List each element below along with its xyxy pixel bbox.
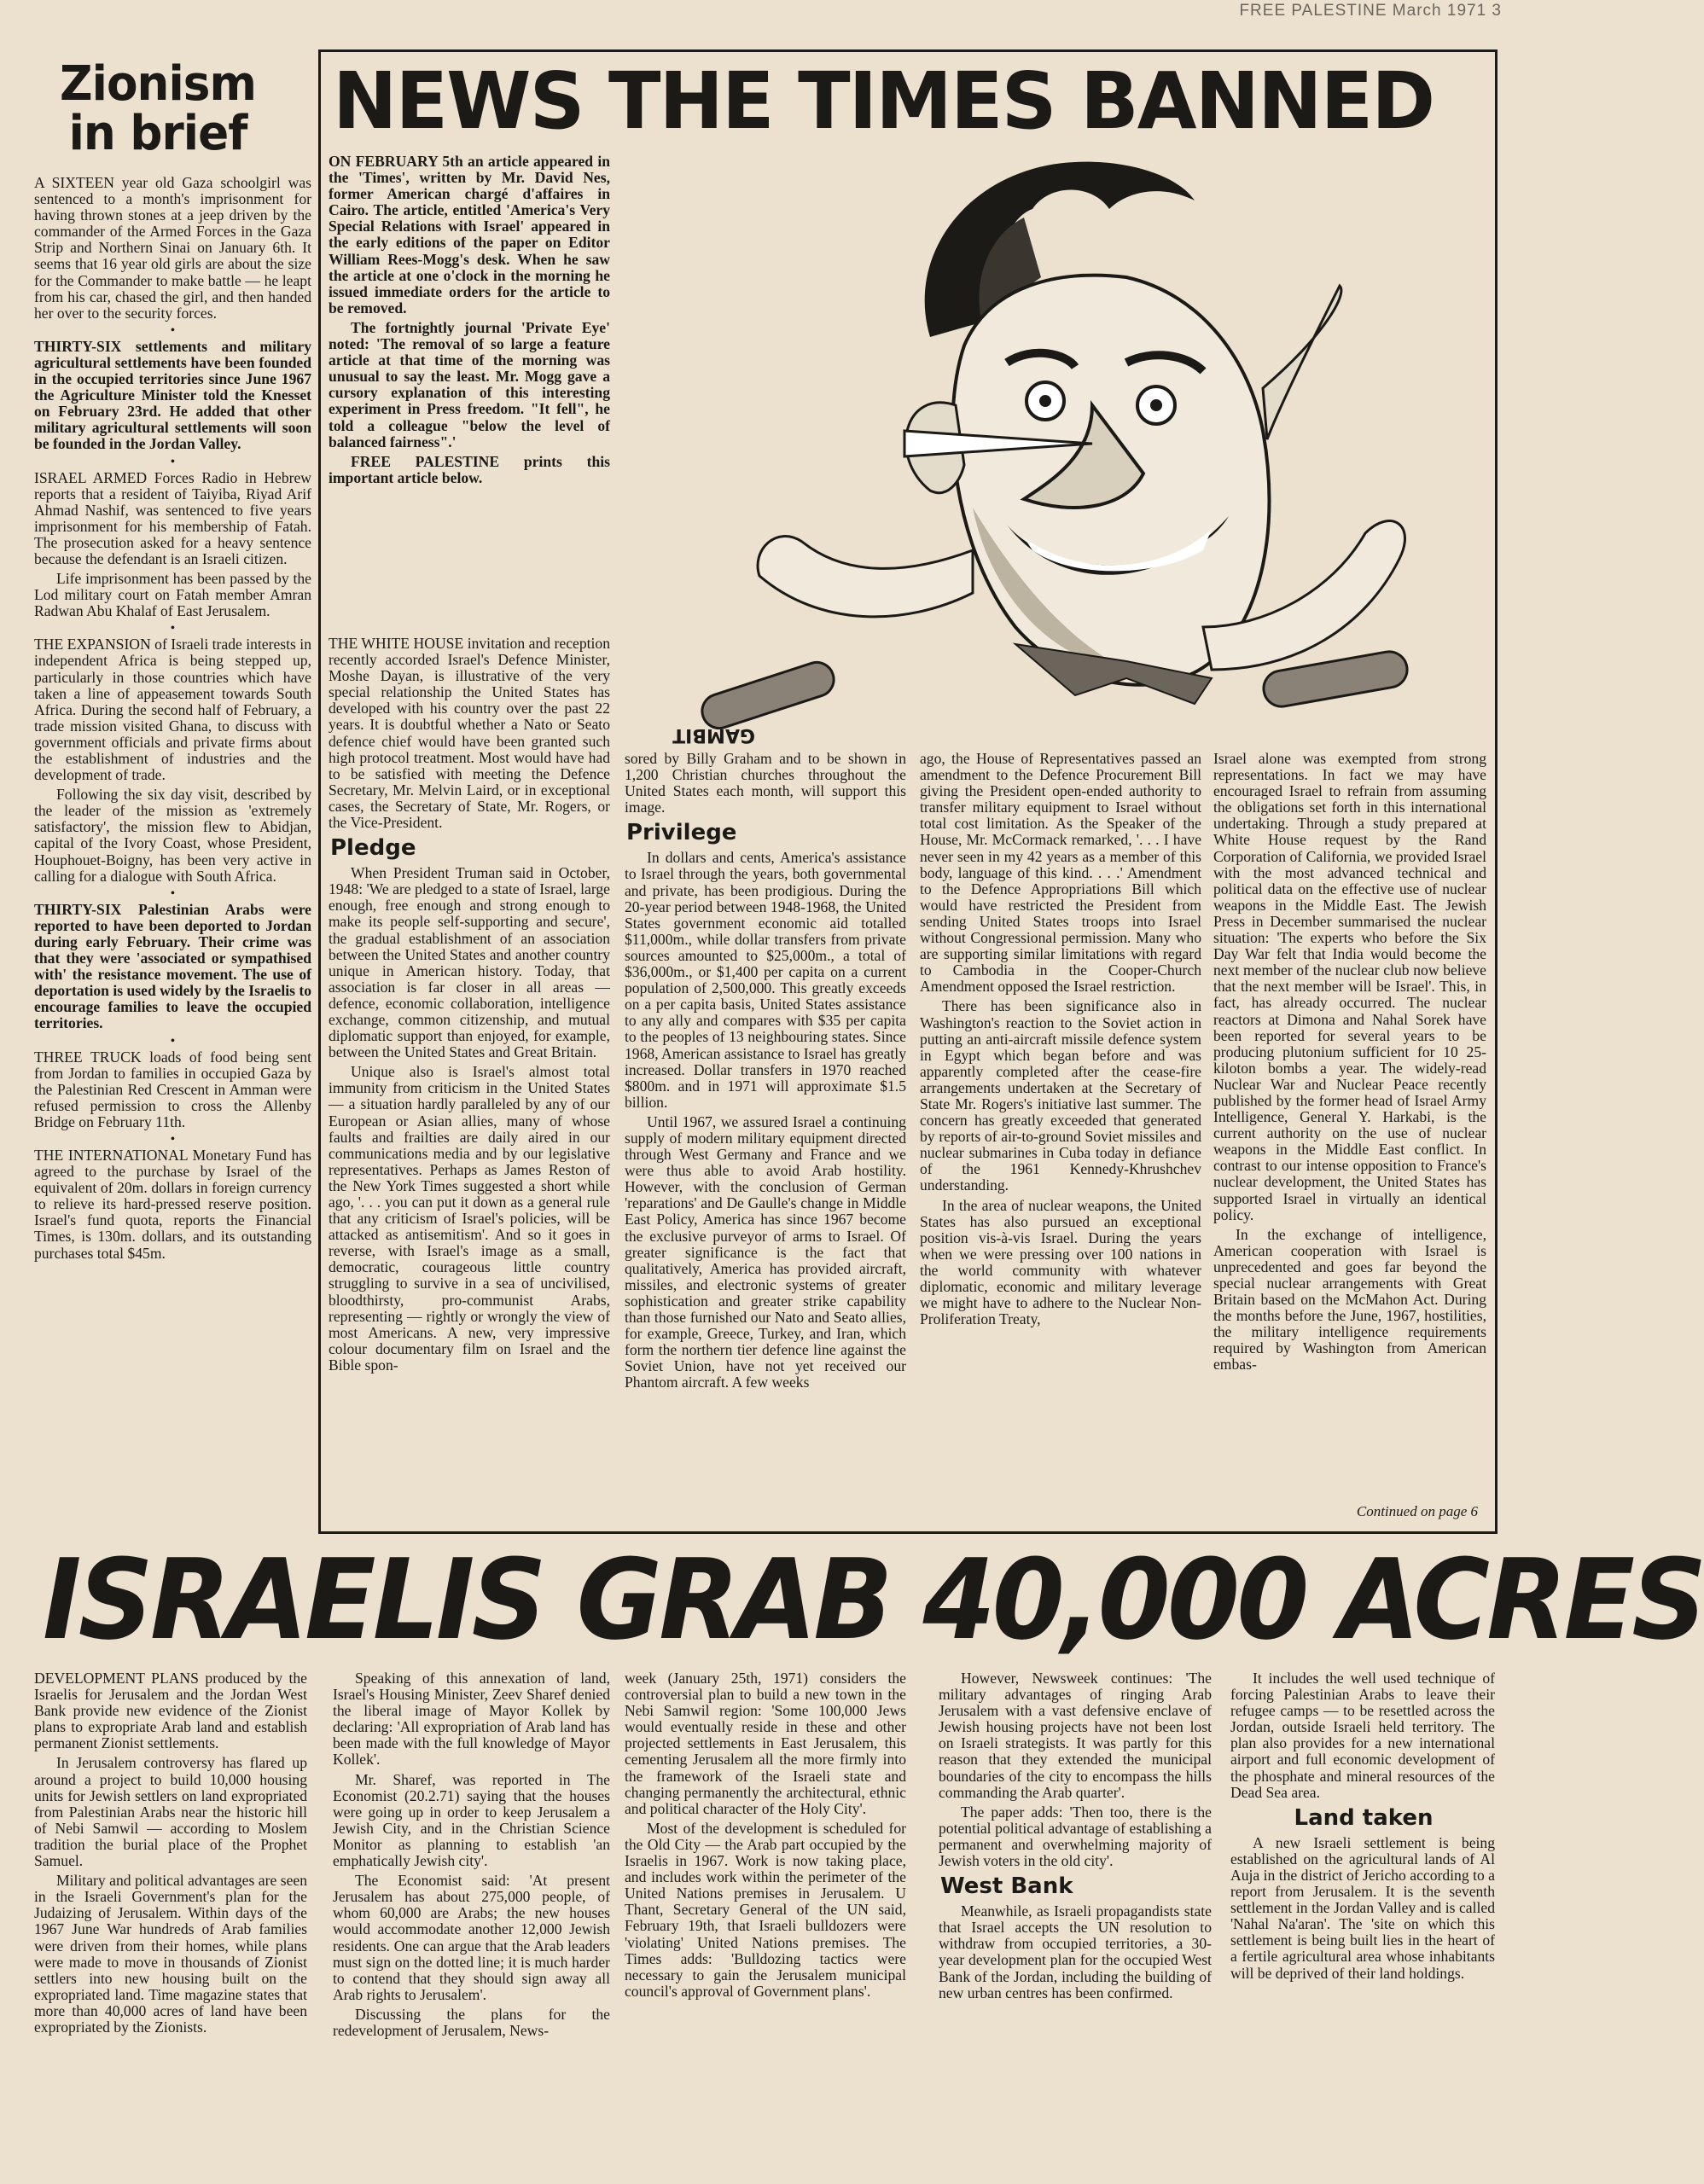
sidebar-item: ISRAEL ARMED Forces Radio in Hebrew reports that a resident of Taiyiba, Riyad Arif Ahmad Nashif, was sentenced to five years imprisonment for his membership of Fatah. The prosecution asked for a heavy sentence because the defendant is an Israeli citizen. <box>34 468 311 567</box>
article-paragraph: Until 1967, we assured Israel a continuing supply of modern military equipment directed through West Germany and France and we were thus able to avoid Arab hostility. However, with the conclusion of German 'reparations' and De Gaulle's change in Middle East Policy, America has since 1967 become the exclusive purveyor of arms to Israel. Of greater significance is the fact that qualitatively, America has provided aircraft, missiles, and electronic systems of greater sophistication and greater strike capability than those furnished our Nato and Seato allies, for example, Greece, Turkey, and Iran, which form the northern tier defence line against the Soviet Union, have not yet received our Phantom aircraft. A few weeks <box>625 1112 906 1391</box>
article-paragraph: There has been significance also in Washington's reaction to the Soviet action in putting an anti-aircraft missile defence system in Egypt which began before and was apparently completed after the cease-fire arrangements undertaken at the Secretary of State Mr. Rogers's initiative last summer. The concern has greatly exceeded that generated by reports of air-to-ground Soviet missiles and nuclear submarines in Cuba today in defiance of the 1961 Kennedy-Khrushchev understanding. <box>920 997 1201 1194</box>
sidebar-item: Following the six day visit, described by the leader of the mission as 'extremely satisfactory', the mission flew to Abidjan, capital of the Ivory Coast, whose President, Houphouet-Boigny, has been very active in calling for a dialogue with South Africa. <box>34 786 311 885</box>
article-paragraph: In Jerusalem controversy has flared up around a project to build 10,000 housing units for Jewish settlers on land expropriated from Palestinian Arabs near the historic hill of Nebi Samwil — according to Moslem tradition the burial place of the Prophet Samuel. <box>34 1754 307 1870</box>
acres-article-headline: ISRAELIS GRAB 40,000 ACRES <box>43 1535 1704 1664</box>
cartoon-signature: GAMBIT <box>672 724 755 746</box>
article-paragraph: Israel alone was exempted from strong representations. In fact we may have encouraged Israel to refrain from assuming the obligations set forth in this international undertaking. Through a study prepared at White House request by the Rand Corporation of California, we provided Israel with the most advanced technical and political data on the effective use of nuclear weapons in the Middle East. The Jewish Press in December summarised the nuclear situation: 'The experts who before the Six Day War felt that India would become the next member of the nuclear club now believe that the next member will be Israel'. This, in fact, has already occurred. The nuclear reactors at Dimona and Nahal Sorek have been reported for several years to be producing plutonium sufficient for 10 25-kiloton bombs a year. The widely-read Nuclear War and Nuclear Peace recently published by the former head of Israel Army Intelligence, General Y. Harkabi, is the current authority on the use of nuclear weapons in the Middle East conflict. In contrast to our intense opposition to France's nuclear development, the United States has supported Israel in virtually an identical policy. <box>1213 750 1486 1223</box>
times-article-headline: NEWS THE TIMES BANNED <box>333 55 1434 147</box>
article-paragraph: In the exchange of intelligence, American cooperation with Israel is unprecedented and goes far beyond the special nuclear arrangements with Great Britain based on the McMahon Act. During the months before the June, 1967, hostilities, the military intelligence requirements required by Washington from American embas- <box>1213 1225 1486 1374</box>
article-paragraph: When President Truman said in October, 1948: 'We are pledged to a state of Israel, large enough, free enough and strong enough to make its people self-supporting and secure', the gradual establishment of an association between the United States and another country unique in American history. Today, that association is far closer in all areas — defence, economic collaboration, intelligence exchange, common citizenship, and mutual diplomatic support than enjoyed, for example, between the United States and Great Britain. <box>329 864 610 1061</box>
article-paragraph: However, Newsweek continues: 'The military advantages of ringing Arab Jerusalem with a vast defensive enclave of Jewish housing projects have not been lost on Israeli strategists. It was partly for this reason that they extended the municipal boundaries of the city to encompass the hills commanding the Arab quarter'. <box>939 1670 1212 1801</box>
article-paragraph: The paper adds: 'Then too, there is the potential political advantage of establishing a permanent and overwhelming majority of Jewish voters in the old city'. <box>939 1803 1212 1870</box>
bullet-separator: • <box>171 622 175 636</box>
article-paragraph: DEVELOPMENT PLANS produced by the Israelis for Jerusalem and the Jordan West Bank provide new evidence of the Zionist plans to expropriate Arab land and establish permanent Zionist settlements. <box>34 1670 307 1752</box>
acres-article-col4 <box>939 1670 1212 2174</box>
subhead-privilege: Privilege <box>626 820 737 846</box>
article-paragraph: Mr. Sharef, was reported in The Economist (20.2.71) saying that the houses were going up in order to keep Jerusalem a Jewish City, and in the Christian Science Monitor as planning to establish 'an emphatically Jewish city'. <box>333 1770 610 1870</box>
sidebar-item: A SIXTEEN year old Gaza schoolgirl was sentenced to a month's imprisonment for having thrown stones at a jeep driven by the commander of the Armed Forces in the Gaza Strip and Northern Sinai on January 6th. It seems that 16 year old girls are about the size for the Commander to make battle — he leapt from his car, chased the girl, and then handed her over to the security forces. <box>34 174 311 322</box>
sidebar-title-line2: in brief <box>68 106 247 161</box>
article-paragraph: Military and political advantages are seen in the Israeli Government's plan for the Judaizing of Jerusalem. Within days of the 1967 June War hundreds of Arab families were driven from their homes, while plans were made to move in thousands of Zionist settlers into new housing built on the expropriated land. Time magazine states that more than 40,000 acres of land have been expropriated by the Zionists. <box>34 1872 307 2036</box>
acres-article-col1 <box>34 1670 307 2174</box>
intro-paragraph: The fortnightly journal 'Private Eye' noted: 'The removal of so large a feature article at that time of the morning was unusual to say the least. Mr. Mogg gave a cursory explanation of this interesting experiment in Press freedom. "It fell", he told a colleague "below the level of balanced fairness".' <box>329 318 610 450</box>
times-article-col3 <box>920 751 1201 1527</box>
subhead-land-taken: Land taken <box>1294 1804 1434 1831</box>
sidebar-item: THIRTY-SIX settlements and military agricultural settlements have been founded in the occupied territories since June 1967 the Agriculture Minister told the Knesset on February 23rd. He added that other military agricultural settlements will soon be founded in the Jordan Valley. <box>34 337 311 453</box>
times-article-intro <box>329 154 610 580</box>
sidebar-item: THE EXPANSION of Israeli trade interests in independent Africa is being stepped up, particularly in those countries which have taken a line of appeasement towards South Africa. During the second half of February, a trade mission visited Ghana, to discuss with government officials and private firms about the establishment of industries and the development of trade. <box>34 636 311 784</box>
acres-article-col3 <box>625 1670 906 2174</box>
bullet-separator: • <box>171 1034 175 1048</box>
bullet-separator: • <box>171 1132 175 1146</box>
acres-article-col5 <box>1230 1670 1495 2174</box>
continued-note: Continued on page 6 <box>1356 1503 1478 1519</box>
sidebar-item: THIRTY-SIX Palestinian Arabs were reported to have been deported to Jordan during early February. Their crime was that they were 'associated or sympathised with' the resistance movement. The use of deportation is used widely by the Israelis to encourage families to leave the occupied territories. <box>34 900 312 1032</box>
sidebar-item: Life imprisonment has been passed by the Lod military court on Fatah member Amran Radwan Abu Khalaf of East Jerusalem. <box>34 570 311 620</box>
subhead-pledge: Pledge <box>330 835 416 862</box>
article-paragraph: The Economist said: 'At present Jerusalem has about 275,000 people, of whom 60,000 are Arabs; the new houses would accommodate another 12,000 Jewish residents. One can argue that the Arab leaders must sign on the dotted line; it is much harder to contend that they should sign away all Arab rights to Jerusalem'. <box>333 1872 610 2003</box>
article-paragraph: Speaking of this annexation of land, Israel's Housing Minister, Zeev Sharef denied the liberal image of Mayor Kollek by declaring: 'All expropriation of Arab land has been made with the full knowledge of Mayor Kollek'. <box>333 1670 610 1769</box>
acres-article-col2 <box>333 1670 610 2174</box>
article-paragraph: THE WHITE HOUSE invitation and reception recently accorded Israel's Defence Minister, Moshe Dayan, is illustrative of the very special relationship the United States has developed with his country over the past 22 years. It is doubtful whether a Nato or Seato defence chief would have been granted such high protocol treatment. Most would have had to be satisfied with meeting the Defence Secretary, Mr. Melvin Laird, or in exceptional cases, the Secretary of State, Mr. Rogers, or the Vice-President. <box>329 635 610 832</box>
caricature-cartoon <box>648 149 1476 746</box>
bullet-separator: • <box>171 886 175 900</box>
article-paragraph: A new Israeli settlement is being established on the agricultural lands of Al Auja in the district of Jericho according to a report from Jerusalem. It is the seventh settlement in the Jordan Valley and is called 'Nahal Na'aran'. The 'site on which this settlement is being built lies in the heart of a fertile agricultural area whose inhabitants will be deprived of their land holdings. <box>1230 1833 1495 1982</box>
article-paragraph: ago, the House of Representatives passed an amendment to the Defence Procurement Bill giving the President open-ended authority to transfer military equipment to Israel without total cost limitation. As the Speaker of the House, Mr. McCormack remarked, '. . . I have never seen in my 42 years as a member of this body, language of this kind. . . .' Amendment to the Defence Appropriations Bill which would have restricted the President from sending United States troops into Israel without Congressional permission. Many who are supporting similar limitations with regard to Cambodia in the Cooper-Church Amendment opposed the Israel restriction. <box>920 750 1201 996</box>
sidebar-column <box>34 175 311 1531</box>
bullet-separator: • <box>171 323 175 337</box>
sidebar-title-line1: Zionism <box>60 56 256 112</box>
bullet-separator: • <box>171 455 175 468</box>
article-paragraph: sored by Billy Graham and to be shown in 1,200 Christian churches throughout the United States each month, will support this image. <box>625 750 906 816</box>
article-paragraph: Most of the development is scheduled for the Old City — the Arab part occupied by the Israelis in 1967. Work is now taking place, and includes work within the perimeter of the United Nations premises in Jerusalem. U Thant, Secretary General of the UN said, February 19th, that Israeli bulldozers were 'violating' United Nations premises. The Times adds: 'Bulldozing tactics were necessary to gain the Jerusalem municipal council's approval of Government plans'. <box>625 1819 906 2000</box>
article-paragraph: Meanwhile, as Israeli propagandists state that Israel accepts the UN resolution to withdraw from occupied territories, a 30-year development plan for the occupied West Bank of the Jordan, including the building of new urban centres has been confirmed. <box>939 1902 1212 2001</box>
times-article-col2 <box>625 751 906 1527</box>
sidebar-title <box>49 56 268 161</box>
article-paragraph: Discussing the plans for the redevelopment of Jerusalem, News- <box>333 2005 610 2039</box>
times-article-col1 <box>329 636 610 1527</box>
intro-paragraph: FREE PALESTINE prints this important article below. <box>329 452 610 486</box>
article-paragraph: In the area of nuclear weapons, the United States has also pursued an exceptional position vis-à-vis Israel. During the years when we were pressing over 100 nations in the world community with whatever diplomatic, economic and military leverage we might have to adhere to the Nuclear Non-Proliferation Treaty, <box>920 1196 1201 1328</box>
article-paragraph: In dollars and cents, America's assistance to Israel through the years, both governmental and private, has been prodigious. During the 20-year period between 1948-1968, the United States government economic aid totalled $11,000m., while dollar transfers from private sources amounted to $25,000m., a total of $36,000m., or $1,400 per capita on a current population of 2,500,000. This greatly exceeds on a per capita basis, United States assistance to any ally and compares with $35 per capita to the peoples of 13 neighbouring states. Since 1968, American assistance to Israel has greatly increased. Dollar transfers in 1970 reached $800m. and in 1971 will approximate $1.5 billion. <box>625 849 906 1111</box>
running-head: FREE PALESTINE March 1971 3 <box>1239 2 1502 20</box>
article-paragraph: It includes the well used technique of forcing Palestinian Arabs to leave their refugee camps — to be resettled across the Jordan, outside Israeli held territory. The plan also provides for a new international airport and full economic development of the phosphate and mineral resources of the Dead Sea area. <box>1230 1670 1495 1801</box>
article-paragraph: week (January 25th, 1971) considers the controversial plan to build a new town in the Nebi Samwil region: 'Some 100,000 Jews would eventually reside in these and other projected settlements in East Jerusalem, this cementing Jerusalem all the more firmly into the framework of the Israeli state and changing permanently the architectural, ethnic and political character of the Holy City'. <box>625 1670 906 1817</box>
article-paragraph: Unique also is Israel's almost total immunity from criticism in the United States — a situation hardly paralleled by any of our European or Asian allies, many of whose faults and frailties are daily aired in our communications media and by our legislative representatives. Perhaps as James Reston of the New York Times suggested a short while ago, '. . . you can put it down as a general rule that any criticism of Israel's policies, will be attacked as antisemitism'. And so it goes in reverse, with Israel's image as a small, democratic, courageous little country struggling to survive in a sea of uncivilised, bloodthirsty, pro-communist Arabs, representing — rightly or wrongly the view of most Americans. A new, very impressive colour documentary film on Israel and the Bible spon- <box>329 1063 610 1374</box>
sidebar-item: THE INTERNATIONAL Monetary Fund has agreed to the purchase by Israel of the equivalent of 20m. dollars in foreign currency to relieve its hard-pressed reserve position. Israel's fund quota, reports the Financial Times, is 130m. dollars, and its outstanding purchases total $45m. <box>34 1146 311 1262</box>
subhead-west-bank: West Bank <box>940 1873 1073 1900</box>
intro-paragraph: ON FEBRUARY 5th an article appeared in the 'Times', written by Mr. David Nes, former American chargé d'affaires in Cairo. The article, entitled 'America's Very Special Relations with Israel' appeared in the early editions of the paper on Editor William Rees-Mogg's desk. When he saw the article at one o'clock in the morning he issued immediate orders for the article to be removed. <box>329 153 610 317</box>
times-article-col4 <box>1213 751 1486 1502</box>
sidebar-item: THREE TRUCK loads of food being sent from Jordan to families in occupied Gaza by the Palestinian Red Crescent in Amman were refused permission to cross the Allenby Bridge on February 11th. <box>34 1048 311 1130</box>
